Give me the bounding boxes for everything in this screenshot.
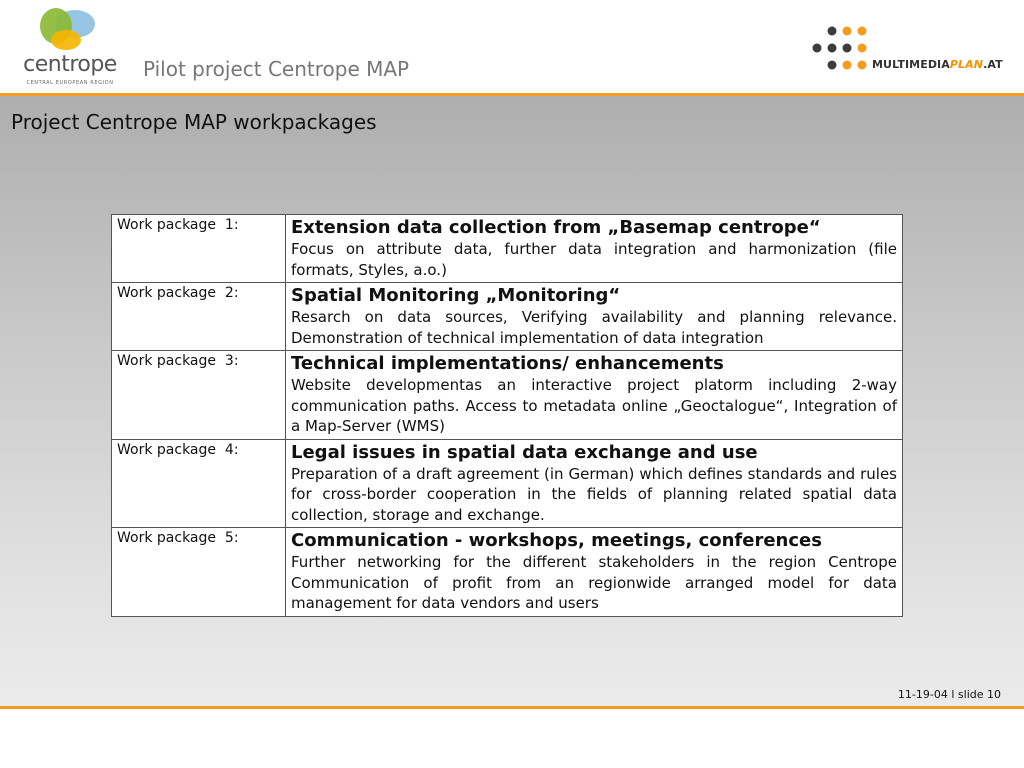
multimediaplan-logo <box>810 24 1010 74</box>
slide-header <box>0 0 1024 93</box>
centrope-tagline: CENTRAL EUROPEAN REGION <box>26 80 114 86</box>
table-row <box>112 528 903 617</box>
slide-body <box>0 96 1024 706</box>
work-package-content <box>286 283 903 351</box>
work-package-description: Website developmentas an interactive project platorm including 2-way communication paths. Access to metadata online „Geoctalogue“, Integration of a Map-Server (WMS) <box>291 376 897 435</box>
work-package-description: Resarch on data sources, Verifying availability and planning relevance. Demonstration of technical implementation of data integration <box>291 308 897 347</box>
work-package-content <box>286 439 903 528</box>
work-package-content <box>286 528 903 617</box>
work-package-label: Work package 5: <box>112 528 286 617</box>
presentation-title: Pilot project Centrope MAP <box>143 57 410 81</box>
table-row <box>112 351 903 440</box>
work-package-title: Spatial Monitoring „Monitoring“ <box>291 285 621 306</box>
table-row <box>112 439 903 528</box>
slide-heading: Project Centrope MAP workpackages <box>11 110 377 134</box>
centrope-logo-mark-icon <box>20 4 120 54</box>
work-package-title: Communication - workshops, meetings, conferences <box>291 530 822 551</box>
work-packages-table <box>111 214 903 617</box>
work-package-label: Work package 3: <box>112 351 286 440</box>
centrope-logo <box>20 4 120 90</box>
wordmark-part-at: .AT <box>983 58 1003 71</box>
work-package-content <box>286 215 903 283</box>
table-row <box>112 215 903 283</box>
slide-footer-info: 11-19-04 l slide 10 <box>897 688 1001 701</box>
centrope-wordmark: centrope <box>23 52 117 77</box>
work-package-description: Focus on attribute data, further data integration and harmonization (file formats, Styles, a.o.) <box>291 240 897 279</box>
multimediaplan-wordmark <box>872 58 1003 71</box>
work-package-description: Preparation of a draft agreement (in German) which defines standards and rules for cross-border cooperation in the fields of planning related spatial data collection, storage and exchange. <box>291 464 897 524</box>
work-package-description: Further networking for the different stakeholders in the region Centrope Communication of profit from an regionwide arranged model for data management for data vendors and users <box>291 553 897 612</box>
work-package-title: Extension data collection from „Basemap centrope“ <box>291 217 821 238</box>
work-package-title: Technical implementations/ enhancements <box>291 353 724 374</box>
work-package-label: Work package 2: <box>112 283 286 351</box>
table-row <box>112 283 903 351</box>
work-package-label: Work package 1: <box>112 215 286 283</box>
work-package-content <box>286 351 903 440</box>
work-package-label: Work package 4: <box>112 439 286 528</box>
dot-grid-icon <box>810 24 870 74</box>
wordmark-part-multimedia: MULTIMEDIA <box>872 58 950 71</box>
work-package-title: Legal issues in spatial data exchange and use <box>291 441 758 463</box>
wordmark-part-plan: PLAN <box>949 58 984 71</box>
footer-divider <box>0 706 1024 709</box>
